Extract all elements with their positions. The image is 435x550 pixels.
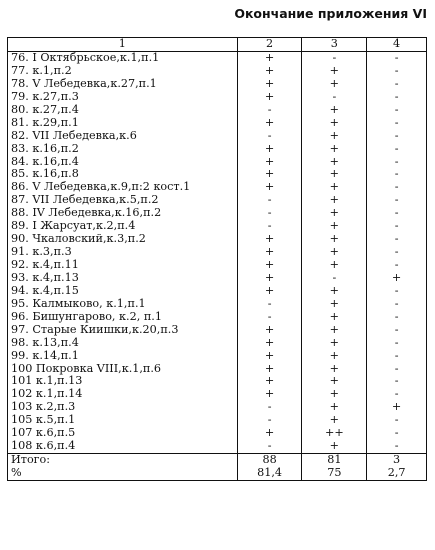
value-cell: - [237,130,302,143]
value-cell: + [302,78,367,91]
value-cell: - [367,337,427,350]
value-cell: + [302,414,367,427]
value-cell: - [302,52,367,65]
value-cell: - [237,440,302,453]
percent-label: % [8,467,238,480]
column-header: 4 [367,38,427,52]
value-cell: - [367,65,427,78]
burial-name-cell: 96. Бишунгарово, к.2, п.1 [8,311,238,324]
value-cell: - [237,104,302,117]
value-cell: ++ [302,427,367,440]
value-cell: - [237,401,302,414]
value-cell: + [302,350,367,363]
value-cell: - [367,363,427,376]
totals-label: Итого: [8,454,238,467]
value-cell: + [302,440,367,453]
value-cell: - [367,324,427,337]
value-cell: + [237,272,302,285]
table-row [8,52,427,65]
value-cell: - [367,414,427,427]
value-cell: - [367,143,427,156]
burial-name-cell: 100 Покровка VIII,к.1,п.6 [8,363,238,376]
value-cell: - [367,311,427,324]
burial-name-cell: 92. к.4,п.11 [8,259,238,272]
value-cell: + [302,65,367,78]
value-cell: - [367,285,427,298]
value-cell: + [237,427,302,440]
value-cell: - [367,168,427,181]
value-cell: + [237,246,302,259]
table-row [8,337,427,350]
table-row [8,156,427,169]
table-row [8,220,427,233]
column-header: 3 [302,38,367,52]
value-cell: + [237,65,302,78]
burial-name-cell: 76. I Октябрьское,к.1,п.1 [8,52,238,65]
burial-name-cell: 93. к.4,п.13 [8,272,238,285]
value-cell: - [237,311,302,324]
table-row [8,233,427,246]
value-cell: - [367,440,427,453]
value-cell: - [367,194,427,207]
burial-name-cell: 99. к.14,п.1 [8,350,238,363]
burial-name-cell: 97. Старые Киишки,к.20,п.3 [8,324,238,337]
value-cell: + [237,78,302,91]
value-cell: - [367,181,427,194]
value-cell: + [237,181,302,194]
burial-name-cell: 105 к.5,п.1 [8,414,238,427]
table-row [8,78,427,91]
value-cell: + [302,337,367,350]
value-cell: + [237,156,302,169]
value-cell: - [367,117,427,130]
value-cell: - [367,91,427,104]
value-cell: - [367,104,427,117]
value-cell: - [367,388,427,401]
table-row [8,168,427,181]
percent-value: 2,7 [367,467,427,480]
value-cell: + [302,246,367,259]
burial-name-cell: 82. VII Лебедевка,к.6 [8,130,238,143]
table-row [8,259,427,272]
value-cell: + [302,168,367,181]
burial-name-cell: 87. VII Лебедевка,к.5,п.2 [8,194,238,207]
table-row [8,350,427,363]
page-header: Окончание приложения VI [234,6,427,21]
burial-name-cell: 81. к.29,п.1 [8,117,238,130]
burial-name-cell: 78. V Лебедевка,к.27,п.1 [8,78,238,91]
value-cell: + [302,311,367,324]
table-body [8,52,427,454]
value-cell: + [302,104,367,117]
value-cell: + [302,181,367,194]
value-cell: + [237,285,302,298]
table-row [8,143,427,156]
burial-name-cell: 98. к.13,п.4 [8,337,238,350]
totals-row [8,454,427,467]
burial-name-cell: 102 к.1,п.14 [8,388,238,401]
value-cell: - [367,375,427,388]
value-cell: + [302,117,367,130]
value-cell: + [302,285,367,298]
table-row [8,440,427,453]
table-row [8,65,427,78]
value-cell: - [367,156,427,169]
value-cell: + [237,91,302,104]
value-cell: + [302,388,367,401]
value-cell: - [237,194,302,207]
value-cell: + [302,363,367,376]
value-cell: + [302,233,367,246]
value-cell: - [237,220,302,233]
value-cell: + [302,259,367,272]
value-cell: + [237,52,302,65]
burial-name-cell: 108 к.6,п.4 [8,440,238,453]
column-header: 1 [8,38,238,52]
value-cell: + [302,194,367,207]
data-table [7,37,427,481]
totals-value: 81 [302,454,367,467]
table-row [8,414,427,427]
burial-name-cell: 107 к.6,п.5 [8,427,238,440]
value-cell: + [237,324,302,337]
value-cell: - [367,350,427,363]
table-row [8,181,427,194]
burial-name-cell: 95. Калмыково, к.1,п.1 [8,298,238,311]
value-cell: - [367,207,427,220]
percent-row [8,467,427,480]
value-cell: - [302,272,367,285]
value-cell: + [302,156,367,169]
burial-name-cell: 85. к.16,п.8 [8,168,238,181]
value-cell: + [237,337,302,350]
value-cell: - [367,298,427,311]
table-row [8,207,427,220]
value-cell: + [237,388,302,401]
value-cell: + [302,401,367,414]
value-cell: + [302,207,367,220]
value-cell: + [237,259,302,272]
burial-name-cell: 94. к.4,п.15 [8,285,238,298]
burial-name-cell: 84. к.16,п.4 [8,156,238,169]
table-row [8,375,427,388]
value-cell: + [237,233,302,246]
value-cell: + [237,117,302,130]
burial-name-cell: 101 к.1,п.13 [8,375,238,388]
burial-name-cell: 103 к.2,п.3 [8,401,238,414]
value-cell: + [237,168,302,181]
percent-value: 75 [302,467,367,480]
table-row [8,401,427,414]
value-cell: - [367,427,427,440]
value-cell: + [302,324,367,337]
value-cell: + [367,272,427,285]
value-cell: + [302,375,367,388]
table-row [8,194,427,207]
value-cell: - [237,414,302,427]
value-cell: + [237,143,302,156]
percent-value: 81,4 [237,467,302,480]
table-row [8,427,427,440]
value-cell: - [367,246,427,259]
value-cell: + [302,298,367,311]
value-cell: + [237,350,302,363]
value-cell: - [302,91,367,104]
value-cell: - [367,52,427,65]
burial-name-cell: 88. IV Лебедевка,к.16,п.2 [8,207,238,220]
value-cell: - [237,298,302,311]
burial-name-cell: 91. к.3,п.3 [8,246,238,259]
table-row [8,363,427,376]
table-row [8,130,427,143]
value-cell: + [302,220,367,233]
burial-name-cell: 77. к.1,п.2 [8,65,238,78]
burial-name-cell: 86. V Лебедевка,к.9,п:2 кост.1 [8,181,238,194]
burial-name-cell: 83. к.16,п.2 [8,143,238,156]
value-cell: + [302,130,367,143]
table-row [8,311,427,324]
value-cell: - [367,78,427,91]
table-row [8,117,427,130]
table-row [8,246,427,259]
burial-name-cell: 79. к.27,п.3 [8,91,238,104]
value-cell: - [237,207,302,220]
value-cell: + [237,375,302,388]
burial-name-cell: 89. I Жарсуат,к.2,п.4 [8,220,238,233]
value-cell: - [367,220,427,233]
totals-value: 3 [367,454,427,467]
burial-name-cell: 90. Чкаловский,к.3,п.2 [8,233,238,246]
table-row [8,324,427,337]
table-row [8,285,427,298]
table-header-row [8,38,427,52]
table-row [8,104,427,117]
value-cell: + [367,401,427,414]
value-cell: - [367,233,427,246]
table-row [8,388,427,401]
column-header: 2 [237,38,302,52]
table-row [8,91,427,104]
table-row [8,272,427,285]
totals-value: 88 [237,454,302,467]
value-cell: - [367,130,427,143]
value-cell: + [302,143,367,156]
table-row [8,298,427,311]
value-cell: + [237,363,302,376]
value-cell: - [367,259,427,272]
burial-name-cell: 80. к.27,п.4 [8,104,238,117]
